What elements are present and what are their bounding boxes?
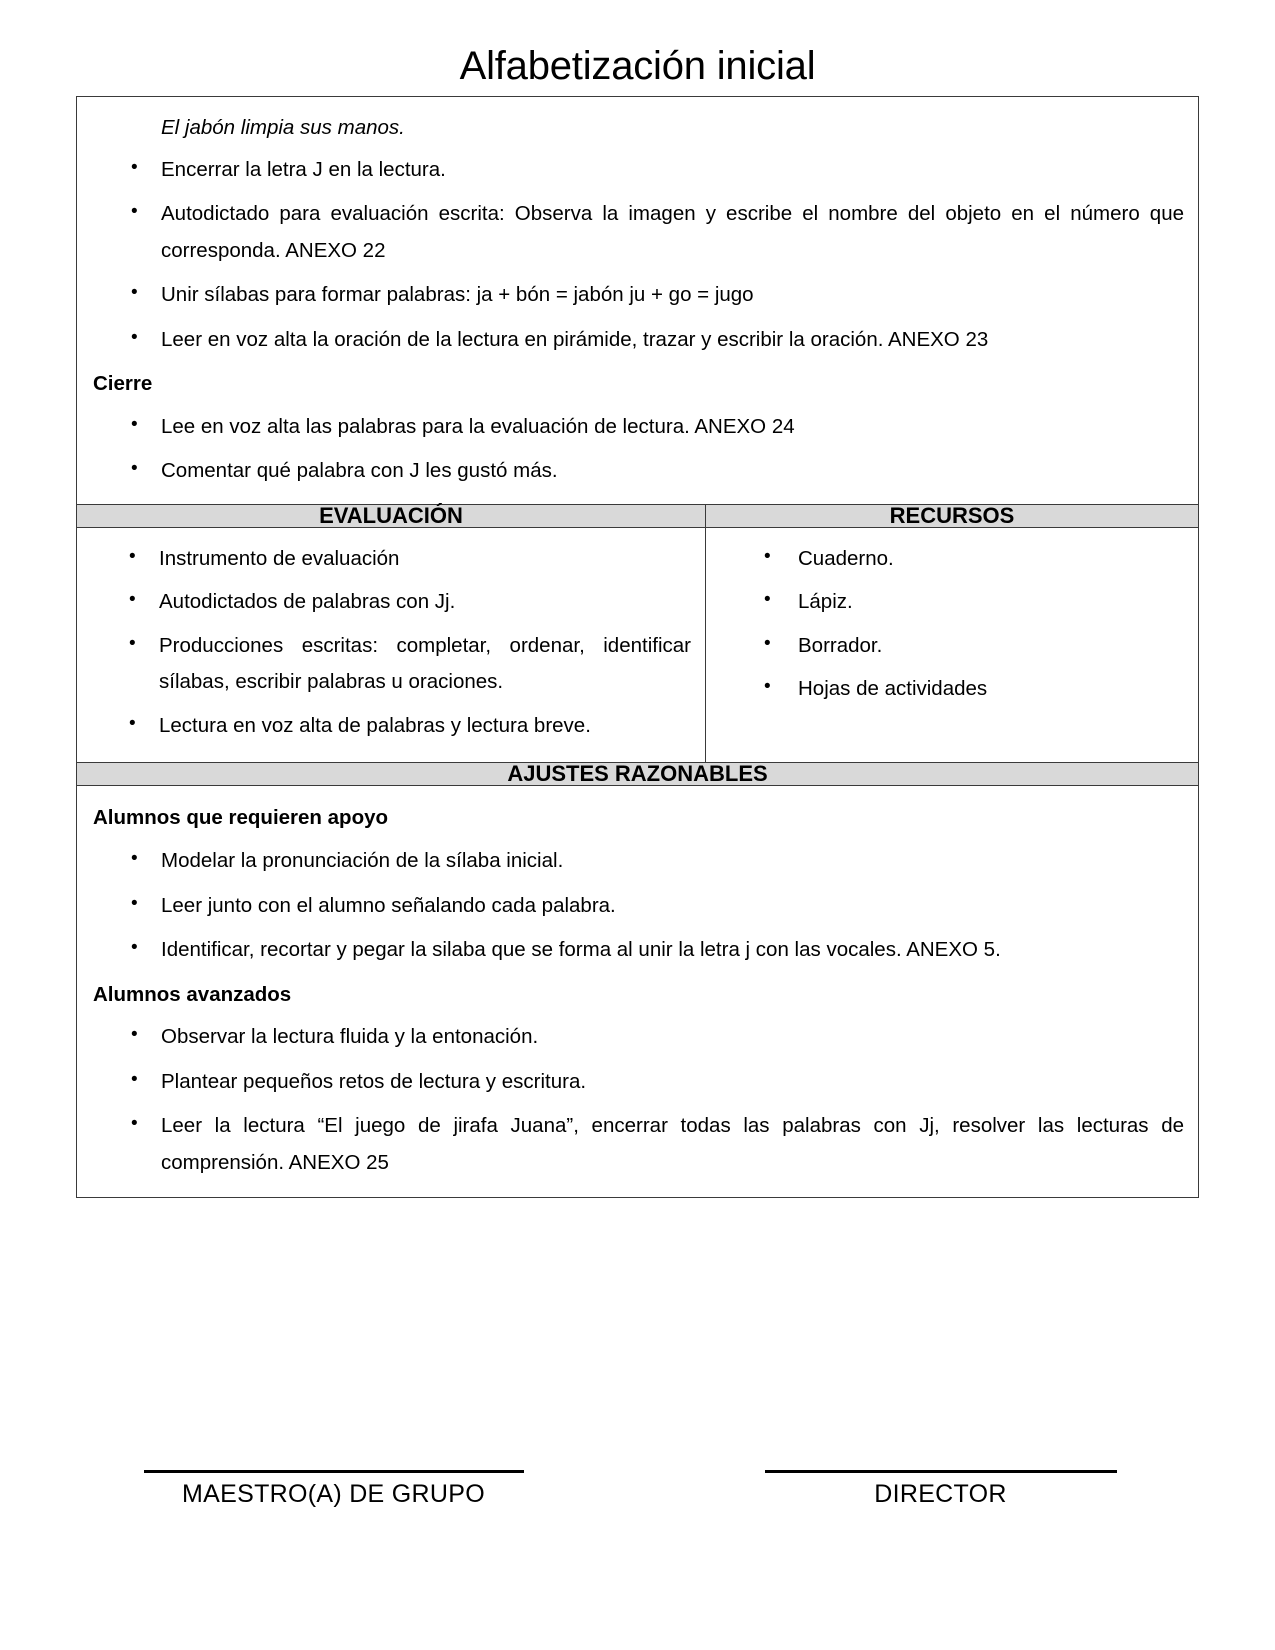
list-item: • Lápiz. xyxy=(716,584,1184,620)
recursos-cell xyxy=(706,527,1199,762)
column-header-recursos: RECURSOS xyxy=(706,504,1199,527)
list-item: • Observar la lectura fluida y la entonación. xyxy=(87,1019,1184,1055)
ajustes-cell xyxy=(77,786,1199,1198)
list-item: • Leer la lectura “El juego de jirafa Juana”, encerrar todas las palabras con Jj, resolver las lecturas de comprensión. ANEXO 25 xyxy=(87,1108,1184,1181)
list-item: • Borrador. xyxy=(716,628,1184,664)
list-item: • Instrumento de evaluación xyxy=(87,541,691,577)
activities-cell xyxy=(77,97,1199,505)
signature-director xyxy=(649,1470,1198,1509)
support-heading: Alumnos que requieren apoyo xyxy=(93,806,389,830)
table-row-activities xyxy=(77,97,1199,505)
evaluacion-list xyxy=(87,541,691,744)
list-item: • Cuaderno. xyxy=(716,541,1184,577)
evaluacion-cell xyxy=(77,527,706,762)
list-item: • Modelar la pronunciación de la sílaba inicial. xyxy=(87,843,1184,879)
signature-line-teacher xyxy=(144,1470,524,1473)
list-item: • Encerrar la letra J en la lectura. xyxy=(87,152,1184,188)
list-item: • Identificar, recortar y pegar la silaba que se forma al unir la letra j con las vocales. ANEXO 5. xyxy=(87,932,1184,968)
page-title: Alfabetización inicial xyxy=(459,44,816,88)
recursos-list xyxy=(716,541,1184,708)
advanced-heading: Alumnos avanzados xyxy=(93,982,292,1006)
table-row-evaluation-content xyxy=(77,527,1199,762)
signature-label-teacher: MAESTRO(A) DE GRUPO xyxy=(182,1480,485,1508)
closing-heading: Cierre xyxy=(93,372,153,396)
list-item: • Autodictados de palabras con Jj. xyxy=(87,584,691,620)
list-item: • Plantear pequeños retos de lectura y escritura. xyxy=(87,1064,1184,1100)
table-row-ajustes-header xyxy=(77,763,1199,786)
signature-line-director xyxy=(765,1470,1117,1473)
advanced-bullet-list xyxy=(87,1019,1184,1181)
list-item: • Lee en voz alta las palabras para la evaluación de lectura. ANEXO 24 xyxy=(87,409,1184,445)
list-item: • Producciones escritas: completar, ordenar, identificar sílabas, escribir palabras u oraciones. xyxy=(87,628,691,701)
table-row-ajustes-content xyxy=(77,786,1199,1198)
list-item: • Hojas de actividades xyxy=(716,671,1184,707)
signature-label-director: DIRECTOR xyxy=(874,1480,1007,1508)
list-item: • Lectura en voz alta de palabras y lectura breve. xyxy=(87,708,691,744)
signature-block xyxy=(76,1470,1198,1509)
column-header-evaluacion: EVALUACIÓN xyxy=(77,504,706,527)
section-header-ajustes-razonables: AJUSTES RAZONABLES xyxy=(77,763,1199,786)
closing-bullet-list xyxy=(87,409,1184,490)
list-item: • Unir sílabas para formar palabras: ja + bón = jabón ju + go = jugo xyxy=(87,277,1184,313)
activities-bullet-list xyxy=(87,152,1184,358)
intro-sentence: El jabón limpia sus manos. xyxy=(161,116,405,139)
list-item: • Autodictado para evaluación escrita: Observa la imagen y escribe el nombre del objeto en el número que corresponda. ANEXO 22 xyxy=(87,196,1184,269)
signature-teacher xyxy=(76,1470,649,1509)
list-item: • Comentar qué palabra con J les gustó más. xyxy=(87,453,1184,489)
support-bullet-list xyxy=(87,843,1184,968)
list-item: • Leer en voz alta la oración de la lectura en pirámide, trazar y escribir la oración. ANEXO 23 xyxy=(87,322,1184,358)
list-item: • Leer junto con el alumno señalando cada palabra. xyxy=(87,888,1184,924)
table-row-evaluation-headers xyxy=(77,504,1199,527)
lesson-plan-table xyxy=(76,96,1199,1198)
